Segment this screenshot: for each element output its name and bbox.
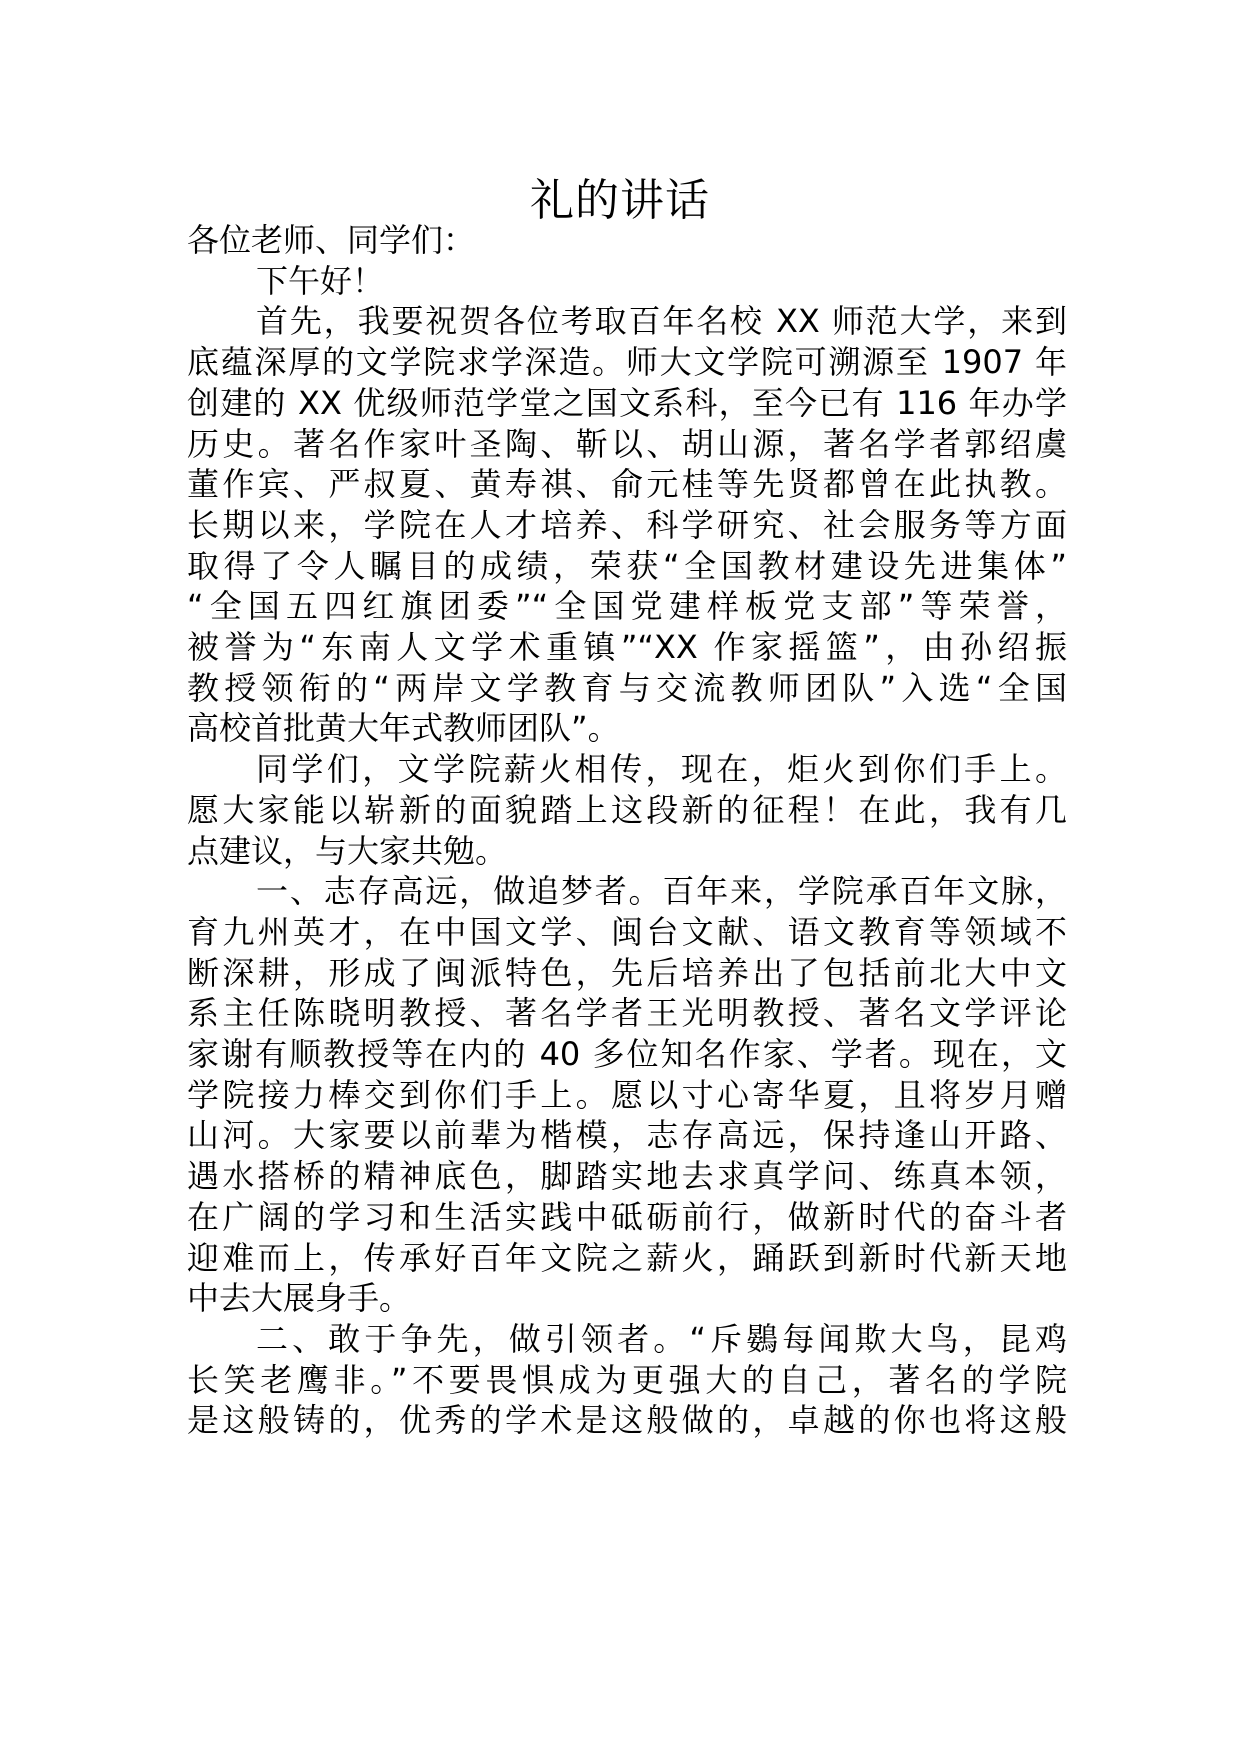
text-line: 中去大展身手。 (187, 1279, 412, 1318)
text-line: 长笑老鹰非。”不要畏惧成为更强大的自己，著名的学院 (187, 1360, 1067, 1399)
page-title: 礼的讲话 (530, 175, 710, 226)
text-line: 迎难而上，传承好百年文院之薪火，踊跃到新时代新天地 (187, 1238, 1067, 1277)
text-line: 山河。大家要以前辈为楷模，志存高远，保持逢山开路、 (187, 1116, 1067, 1155)
text-line: 教授领衔的“两岸文学教育与交流教师团队”入选“全国 (187, 668, 1067, 707)
text-line: 创建的 XX 优级师范学堂之国文系科，至今已有 116 年办学 (187, 383, 1067, 422)
text-line: 点建议，与大家共勉。 (187, 831, 508, 870)
text-line: 取得了令人瞩目的成绩，荣获“全国教材建设先进集体” (187, 546, 1067, 585)
text-line: 历史。著名作家叶圣陶、靳以、胡山源，著名学者郭绍虞 (187, 424, 1067, 463)
text-line: 是这般铸的，优秀的学术是这般做的，卓越的你也将这般 (187, 1401, 1067, 1440)
text-line: 在广阔的学习和生活实践中砥砺前行，做新时代的奋斗者 (187, 1197, 1067, 1236)
text-line: 底蕴深厚的文学院求学深造。师大文学院可溯源至 1907 年 (187, 343, 1067, 382)
text-line: 各位老师、同学们： (187, 221, 476, 259)
text-line: 一、志存高远，做追梦者。百年来，学院承百年文脉， (256, 872, 1067, 911)
text-line: 学院接力棒交到你们手上。愿以寸心寄华夏，且将岁月赠 (187, 1075, 1067, 1114)
text-line: “全国五四红旗团委”“全国党建样板党支部”等荣誉， (187, 587, 1067, 626)
text-line: 系主任陈晓明教授、著名学者王光明教授、著名文学评论 (187, 994, 1067, 1033)
text-line: 遇水搭桥的精神底色，脚踏实地去求真学问、练真本领， (187, 1157, 1067, 1196)
text-line: 愿大家能以崭新的面貌踏上这段新的征程！在此，我有几 (187, 790, 1067, 829)
text-line: 育九州英才，在中国文学、闽台文献、语文教育等领域不 (187, 912, 1067, 951)
text-line: 董作宾、严叔夏、黄寿祺、俞元桂等先贤都曾在此执教。 (187, 465, 1067, 504)
text-line: 长期以来，学院在人才培养、科学研究、社会服务等方面 (187, 505, 1067, 544)
text-line: 首先，我要祝贺各位考取百年名校 XX 师范大学，来到 (256, 302, 1067, 341)
text-line: 高校首批黄大年式教师团队”。 (187, 709, 620, 748)
text-line: 二、敢于争先，做引领者。“斥鷃每闻欺大鸟，昆鸡 (256, 1319, 1067, 1358)
text-line: 同学们，文学院薪火相传，现在，炬火到你们手上。 (256, 750, 1067, 789)
text-line: 被誉为“东南人文学术重镇”“XX 作家摇篮”，由孙绍振 (187, 628, 1067, 666)
text-line: 家谢有顺教授等在内的 40 多位知名作家、学者。现在，文 (187, 1035, 1067, 1073)
text-line: 下午好！ (256, 261, 385, 300)
text-line: 断深耕，形成了闽派特色，先后培养出了包括前北大中文 (187, 953, 1067, 992)
